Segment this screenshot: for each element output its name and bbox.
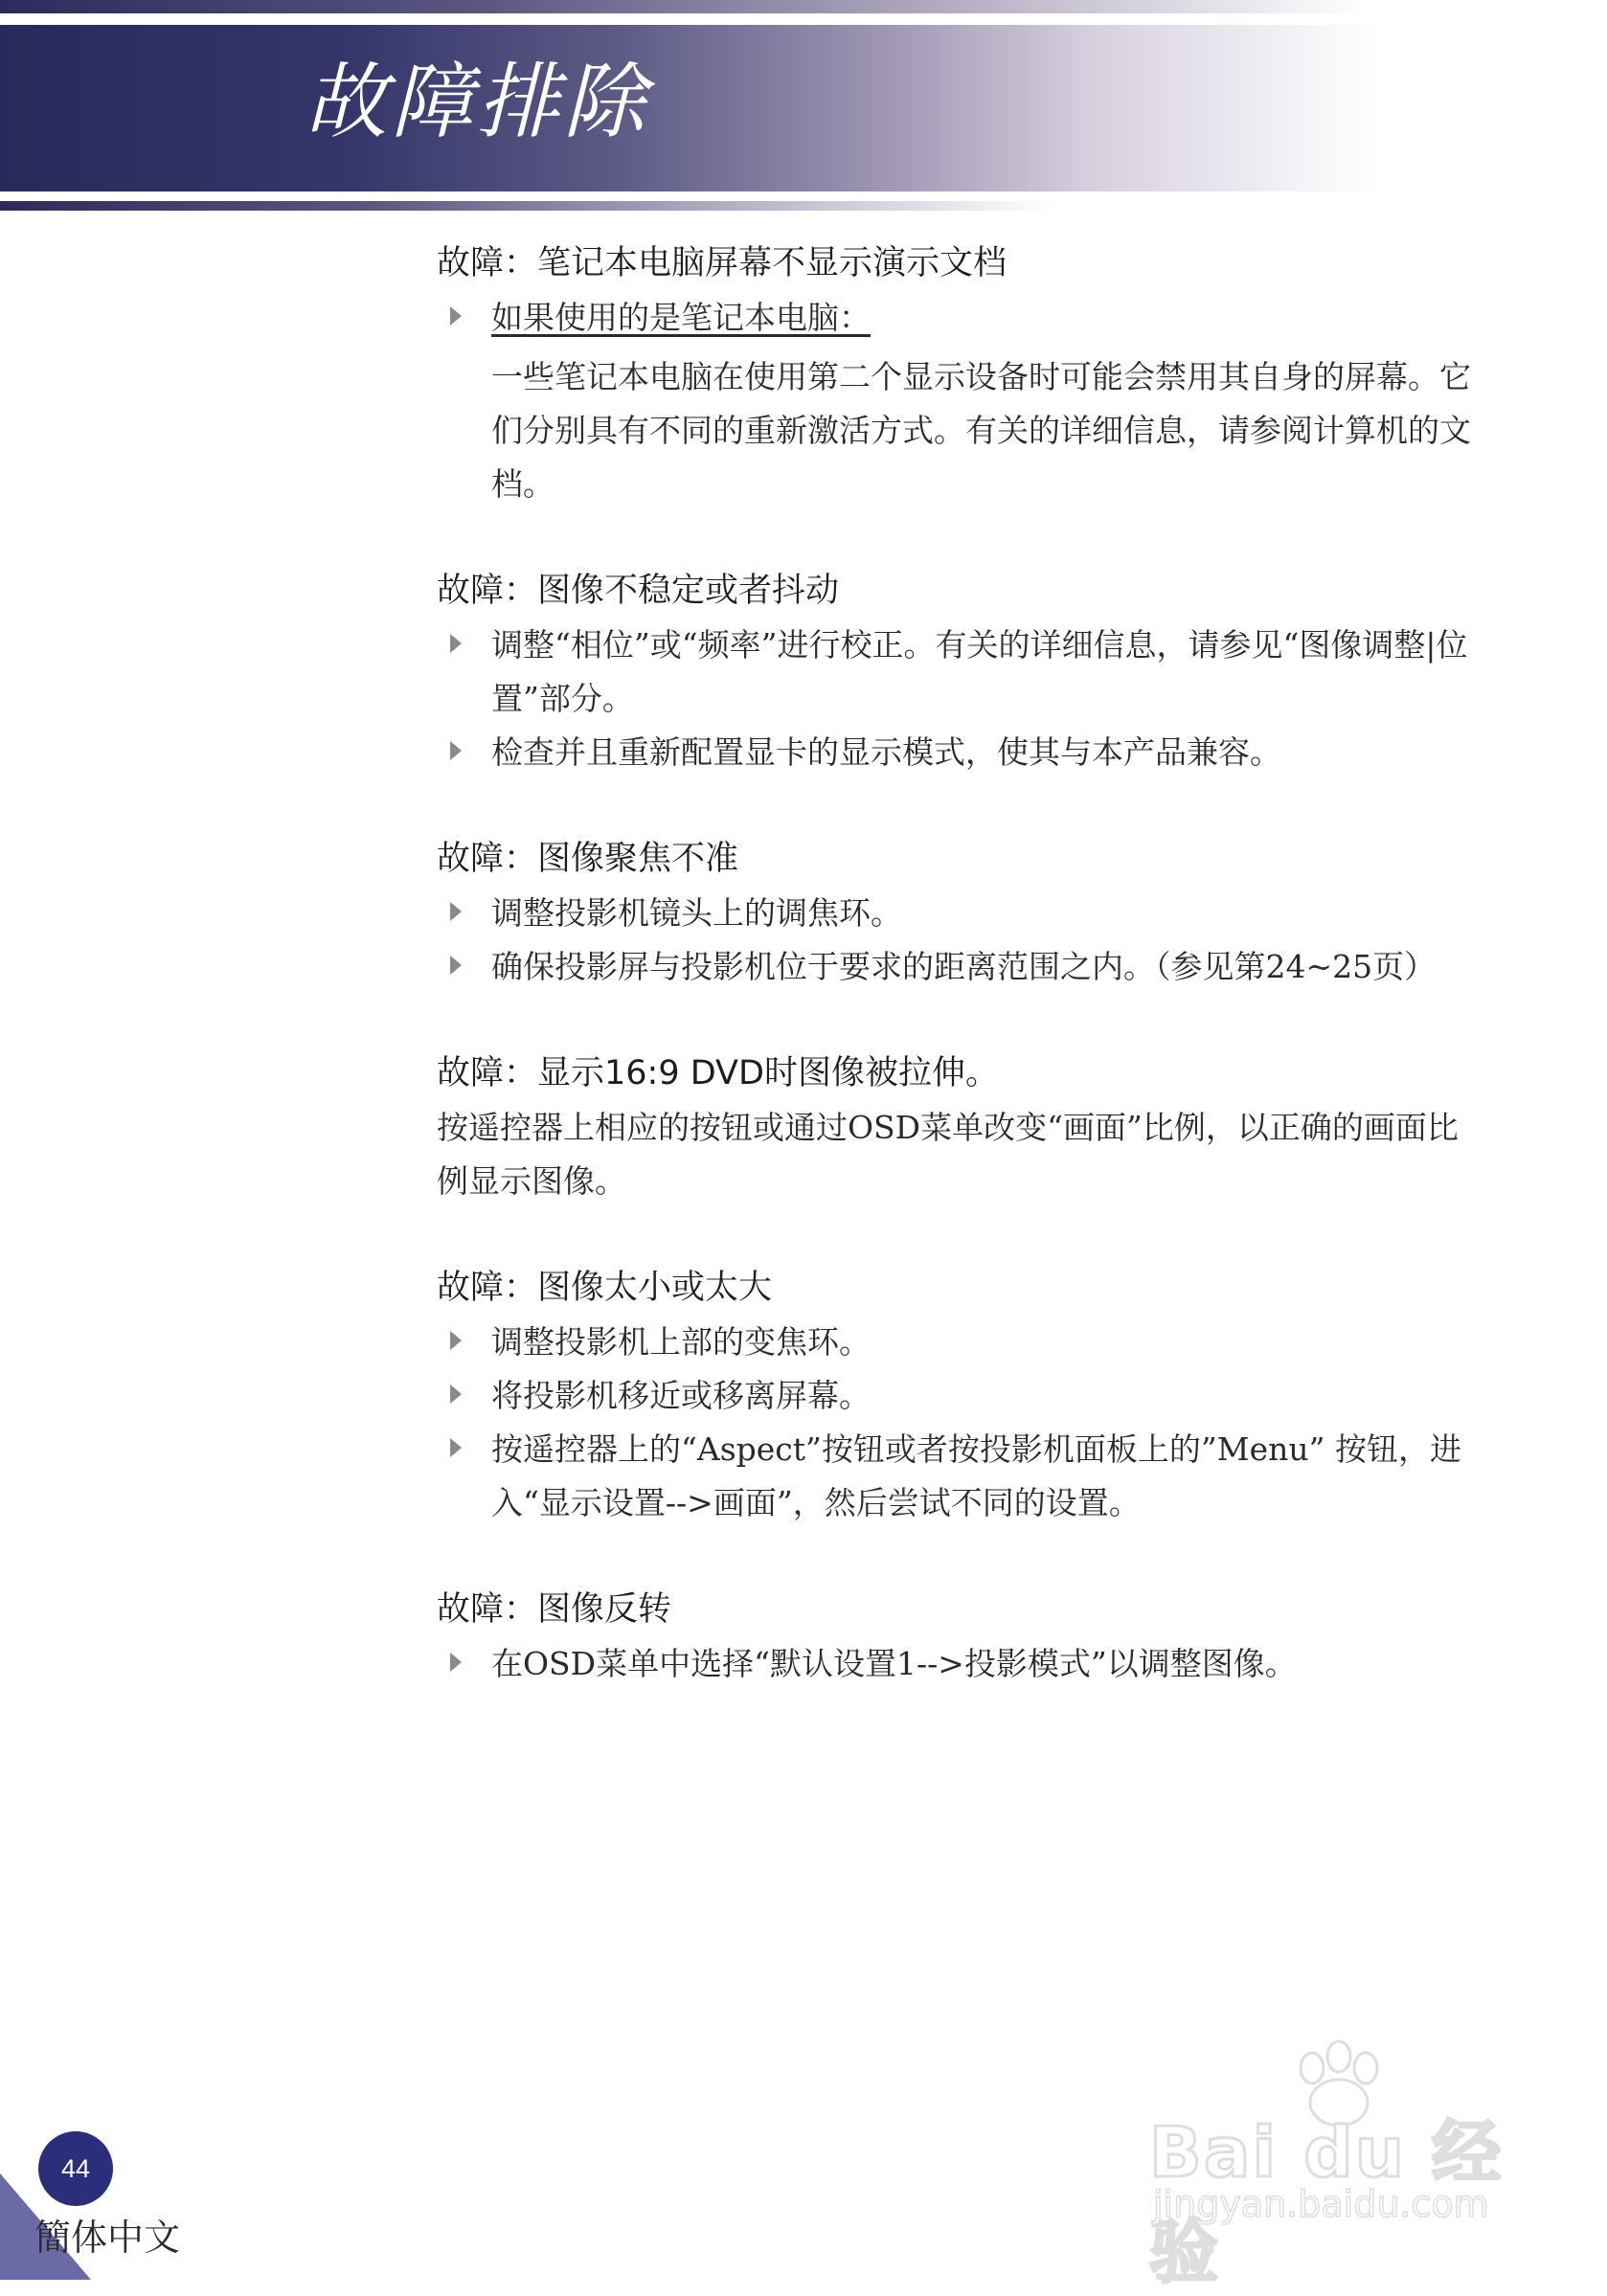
header-underline (0, 201, 1053, 211)
watermark-url: jingyan.baidu.com (1153, 2183, 1489, 2225)
list-item (437, 940, 1500, 994)
page-number-badge (38, 2131, 113, 2206)
item-text: 在OSD菜单中选择“默认设置1-->投影模式”以调整图像。 (491, 1645, 1297, 1682)
list-item (437, 887, 1500, 940)
section-dvd-stretched (437, 1049, 1500, 1208)
item-text: 如果使用的是笔记本电脑： (491, 299, 871, 336)
list-item (437, 1423, 1500, 1530)
item-text: 检查并且重新配置显卡的显示模式，使其与本产品兼容。 (491, 733, 1281, 771)
header-top-strip (0, 0, 1607, 13)
bullet-arrow-icon (450, 902, 462, 921)
watermark-logo: Bai du 经验 (1149, 2112, 1504, 2292)
bullet-arrow-icon (450, 306, 462, 326)
section-title: 故障：图像聚焦不准 (437, 840, 739, 878)
section-paragraph: 按遥控器上相应的按钮或通过OSD菜单改变“画面”比例，以正确的画面比例显示图像。 (437, 1109, 1459, 1200)
bullet-arrow-icon (450, 1653, 462, 1672)
main-content (437, 239, 1500, 1746)
item-detail-text: 一些笔记本电脑在使用第二个显示设备时可能会禁用其自身的屏幕。它们分别具有不同的重新激活方式。有关的详细信息，请参阅计算机的文档。 (491, 358, 1471, 503)
bullet-arrow-icon (450, 741, 462, 760)
section-image-size (437, 1264, 1500, 1530)
item-text: 确保投影屏与投影机位于要求的距离范围之内。（参见第24~25页） (491, 948, 1437, 985)
list-item (437, 1316, 1500, 1369)
section-focus (437, 835, 1500, 994)
section-title: 故障：显示16:9 DVD时图像被拉伸。 (437, 1054, 999, 1092)
section-title: 故障：图像太小或太大 (437, 1269, 773, 1307)
item-text: 调整“相位”或“频率”进行校正。有关的详细信息，请参见“图像调整|位置”部分。 (491, 626, 1468, 717)
item-text: 调整投影机镜头上的调焦环。 (491, 894, 902, 932)
language-label: 簡体中文 (34, 2217, 181, 2259)
list-item (437, 291, 1500, 345)
list-item (437, 726, 1500, 779)
bullet-arrow-icon (450, 1384, 462, 1404)
page-number: 44 (60, 2153, 91, 2183)
list-item (437, 619, 1500, 726)
item-text: 将投影机移近或移离屏幕。 (491, 1377, 871, 1414)
bullet-arrow-icon (450, 956, 462, 975)
section-laptop-screen (437, 239, 1500, 511)
section-image-reversed (437, 1586, 1500, 1691)
item-text: 按遥控器上的“Aspect”按钮或者按投影机面板上的”Menu” 按钮，进入“显示设置-->画面”，然后尝试不同的设置。 (491, 1430, 1461, 1521)
list-item (437, 1369, 1500, 1423)
bullet-arrow-icon (450, 634, 462, 653)
section-image-unstable (437, 567, 1500, 779)
bullet-arrow-icon (450, 1438, 462, 1457)
section-title: 故障：笔记本电脑屏幕不显示演示文档 (437, 244, 1007, 282)
list-item (437, 1637, 1500, 1691)
section-title: 故障：图像反转 (437, 1590, 672, 1629)
baidu-watermark (1140, 2039, 1523, 2292)
header-band (0, 25, 1379, 191)
bullet-arrow-icon (450, 1331, 462, 1350)
item-text: 调整投影机上部的变焦环。 (491, 1323, 871, 1361)
page-title: 故障排除 (305, 55, 649, 150)
section-title: 故障：图像不稳定或者抖动 (437, 572, 840, 610)
